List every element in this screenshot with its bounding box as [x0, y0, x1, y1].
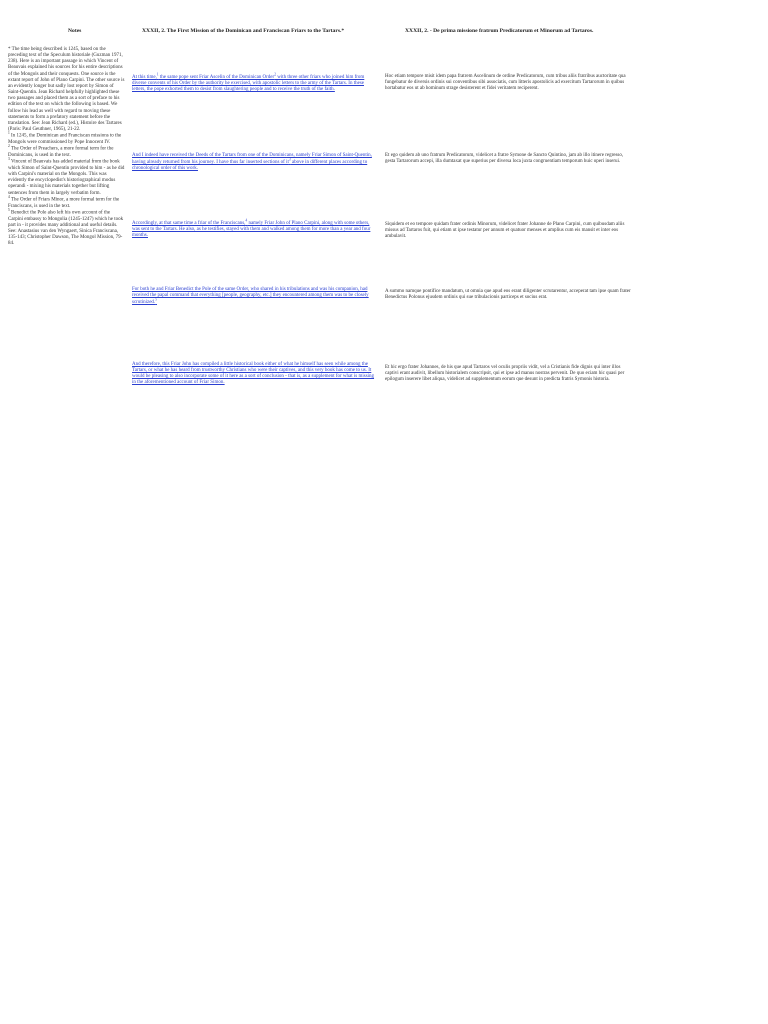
- latin-paragraph-3: Siquidem et eo tempore quidam frater ordinis Minorum, videlicet frater Johanne de Plano Carpini, cum quibusdam aliis missus ad Tartaros fuit, qui etiam ut ipse testatur per annum et quatuor menses et amplius cum eis mansit et inter eos ambulavit.: [385, 222, 625, 240]
- note-item: $^1$ In 1245, the Dominican and Franciscan missions to the Mongols were commissioned by Pope Innocent IV.: [8, 131, 122, 145]
- english-paragraph-link[interactable]: Accordingly, at that same time a friar of the Franciscans,$^4$ namely Friar John of Plano Carpini, along with some others, was sent to the Tartars. He also, as he testifies, stayed with them and walked among them for more than a year and four months.: [132, 218, 371, 238]
- latin-paragraph-5: Et hic ergo frater Johannes, de his que apud Tartaros vel oculis propriis vidit, vel a Cristianis fide dignis qui inter illos captivi erant audivit, libellum historialem conscripsit, qui et ipse ad manus nostras pervenit. De quo eciam hic quasi per epilogum inserere libet aliqua, videlicet ad supplementum eorum que desunt in predicta fratris Symonis historia.: [385, 365, 625, 383]
- notes-column: [8, 47, 125, 247]
- english-header: XXXII, 2. The First Mission of the Dominican and Franciscan Friars to the Tartars.*: [142, 28, 345, 34]
- english-paragraph-link[interactable]: At this time,$^1$ the same pope sent Friar Ascelin of the Dominican Order$^2$ with three other friars who joined him from diverse convents of his Order by the authority he exercised, with apostolic letters to the army of the Tartars. In these letters, the pope exhorted them to desist from slaughtering people and to receive the truth of the faith.: [132, 72, 365, 92]
- notes-header: Notes: [68, 28, 82, 34]
- english-paragraph-link[interactable]: And therefore, this Friar John has compiled a little historical book either of what he himself has seen while among the Tartars, or what he has heard from trustworthy Christians who were their captives, and this very book has come to us. It would be pleasing to also incorporate some of it here as a sort of conclusion - that is, as a supplement for what is missing in the aforementioned account of Friar Simon.: [132, 362, 375, 386]
- english-paragraph-5: [132, 362, 377, 386]
- english-paragraph-2: [132, 153, 377, 172]
- latin-paragraph-1: Hoc etiam tempore misit idem papa fratrem Ascelinum de ordine Predicatorum, cum tribus aliis fratribus auctoritate qua fungebatur de diversis ordinis sui conventibus sibi associatis, cum litteris apostolicis ad exercitum Tartarorum in quibus hortabatur eos ut ab hominum strage desisterent et fidei veritatem reciperent.: [385, 74, 626, 92]
- latin-paragraph-2: Et ego quidem ab uno fratrum Predicatorum, videlicet a fratre Symone de Sancto Quintino, jam ab illo itinere regresso, gesta Tartarorum accepi, illa dumtaxat que superius per diversa loca juxta congruentiam temporum huic operi inserui.: [385, 153, 624, 165]
- latin-header: XXXII, 2. - De prima missione fratrum Predicatorum et Minorum ad Tartaros.: [405, 28, 594, 34]
- english-paragraph-link[interactable]: For both he and Friar Benedict the Pole of the same Order, who shared in his tribulations and was his companion, had received the papal command that everything [people, geography, etc.] they encountered among them was to be closely scrutinized.$^5$: [132, 287, 369, 305]
- latin-paragraph-4: A summo namque pontifice mandatum, ut omnia que apud eos erant diligenter scrutarentur, acceperat tam ipse quam frater Benedictus Polonus ejusdem ordinis qui sue tribulacionis particeps et socius erat.: [385, 289, 631, 301]
- note-item: $^5$ Benedict the Pole also left his own account of the Carpini embassy to Mongolia (1245-1247) which he took part in - it provides many additional and useful details. See: Anastasius van den Wyngaert, Sinica Franciscana, 135-143; Christopher Dawson, The Mongol Mission, 79-84.: [8, 207, 124, 247]
- english-paragraph-1: [132, 74, 377, 93]
- english-paragraph-3: [132, 220, 377, 239]
- note-item: $^2$ The Order of Preachers, a more formal term for the Dominicans, is used in the text.: [8, 144, 114, 158]
- english-paragraph-4: [132, 287, 377, 306]
- note-item: $^4$ The Order of Friars Minor, a more formal term for the Franciscans, is used in the text.: [8, 194, 120, 209]
- english-paragraph-link[interactable]: And I indeed have received the Deeds of the Tartars from one of the Dominicans, namely Friar Simon of Saint-Quentin, having already returned from his journey. I have thus far inserted sections of $it^3$ above in different places according to chronological order of this work.: [132, 153, 372, 171]
- note-item: * The time being described is 1245, based on the preceding text of the Speculum historiale (Guzman 1971, 238). Here is an important passage in which Vincent of Beauvais explained his sources for his entire descriptions of the Mongols and their conquests. One source is the extant report of John of Plano Carpini. The other source is an evidently longer but sadly lost report by Simon of Saint-Quentin. Jean Richard helpfully highlighted these two passages and placed them as a sort of preface to his edition of the text on which the following is based. We follow his lead as well with regard to moving these statements to form a prefatory statement before the translation. See: Jean Richard (ed.), Histoire des Tartares (Paris: Paul Geuthner, 1965), 21-22.: [8, 47, 125, 133]
- note-item: $^3$ Vincent of Beauvais has added material from the book which Simon of Saint-Quentin provided to him - as he did with Carpini's material on the Mongols. This was evidently the encyclopedist's historiographical modus operandi - mixing his materials together but lifting sentences from them in largely verbatim form.: [8, 157, 125, 196]
